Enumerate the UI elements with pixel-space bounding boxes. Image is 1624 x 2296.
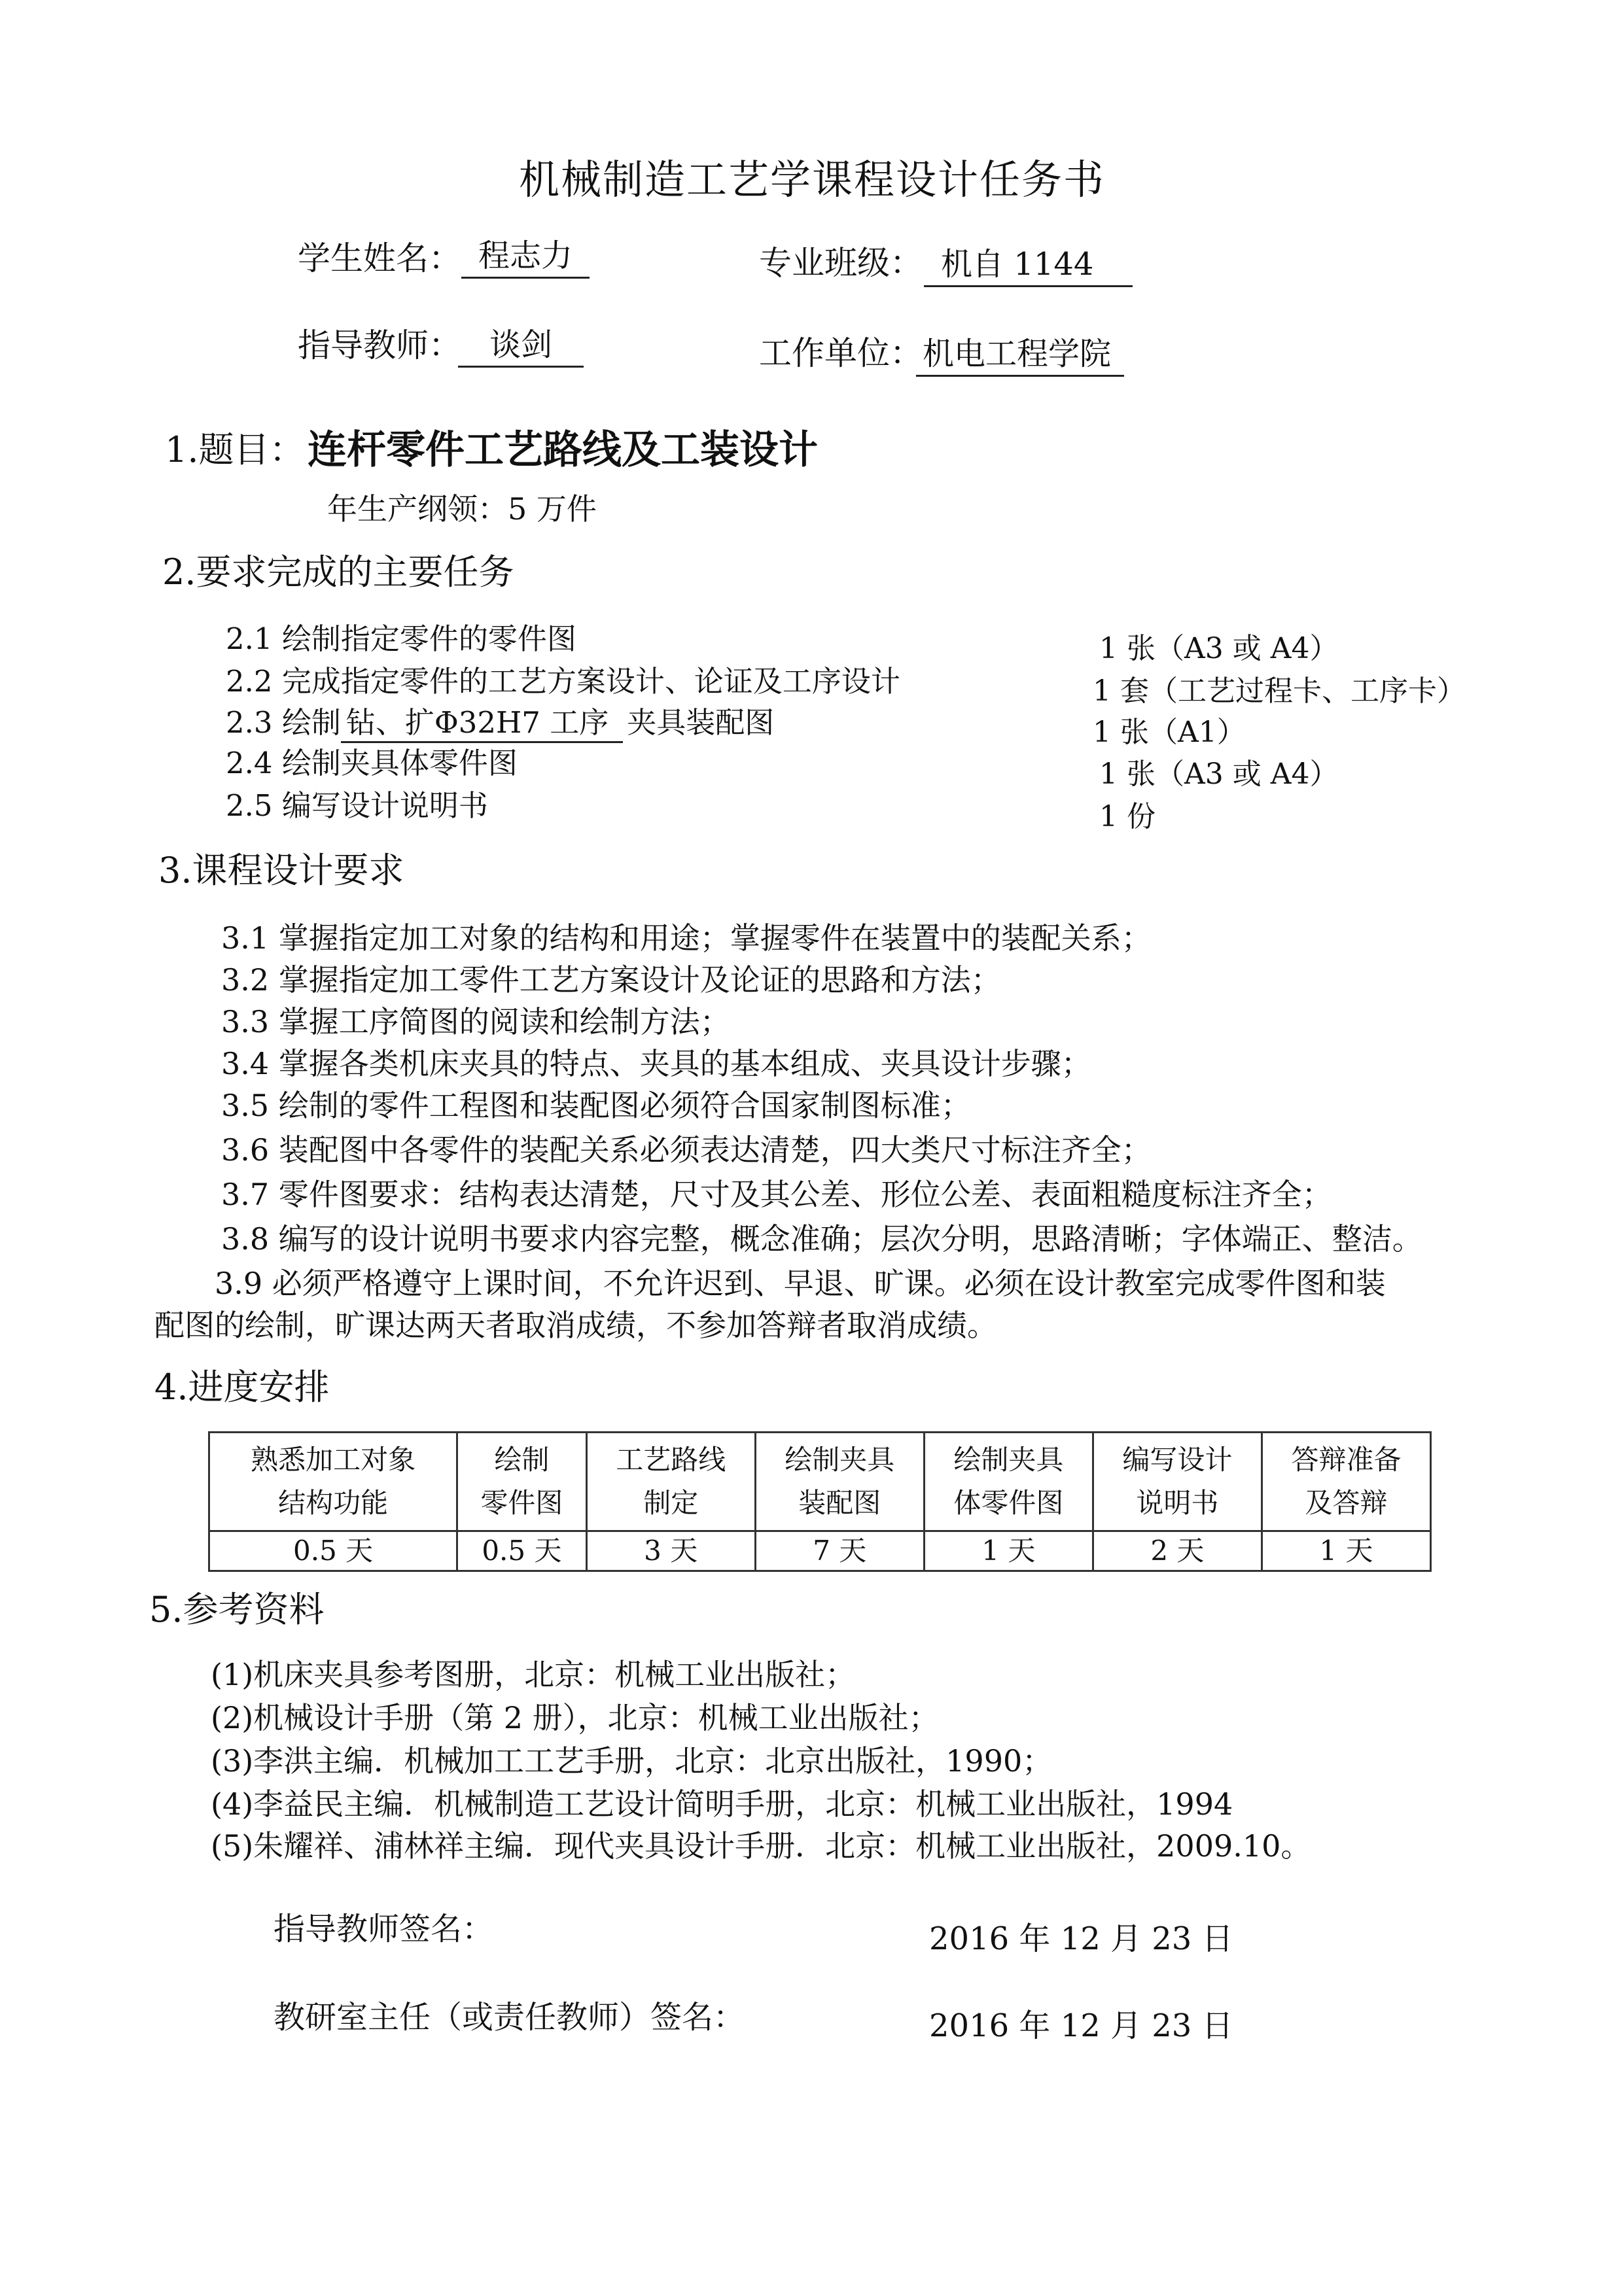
schedule-days-row — [209, 1531, 1431, 1571]
requirement-item: 3.8 编写的设计说明书要求内容完整，概念准确；层次分明，思路清晰；字体端正、整洁。 — [221, 1221, 1422, 1257]
section4-heading: 4.进度安排 — [154, 1366, 330, 1408]
task-qty: 1 套（工艺过程卡、工序卡） — [1093, 674, 1466, 708]
task-prefix: 2.3 绘制 — [226, 705, 341, 740]
student-name-value-wrap — [461, 230, 590, 279]
schedule-table — [208, 1431, 1432, 1572]
reference-item: (2)机械设计手册（第 2 册），北京：机械工业出版社； — [211, 1700, 939, 1735]
schedule-days: 0.5 天 — [209, 1531, 457, 1571]
requirement-item: 3.1 掌握指定加工对象的结构和用途；掌握零件在装置中的装配关系； — [221, 920, 1152, 956]
requirement-item-continued: 配图的绘制，旷课达两天者取消成绩，不参加答辩者取消成绩。 — [154, 1308, 997, 1343]
unit-value: 机电工程学院 — [916, 328, 1124, 377]
requirement-item: 3.4 掌握各类机床夹具的特点、夹具的基本组成、夹具设计步骤； — [221, 1046, 1091, 1081]
project-topic: 连杆零件工艺路线及工装设计 — [308, 427, 818, 473]
reference-item: (5)朱耀祥、浦林祥主编．现代夹具设计手册．北京：机械工业出版社，2009.10。 — [211, 1828, 1311, 1864]
schedule-phase: 工艺路线 制定 — [586, 1433, 755, 1531]
reference-item: (1)机床夹具参考图册，北京：机械工业出版社； — [211, 1657, 856, 1692]
requirement-item: 3.2 掌握指定加工零件工艺方案设计及论证的思路和方法； — [221, 962, 1001, 998]
advisor-signature-date: 2016 年 12 月 23 日 — [929, 1921, 1233, 1957]
task-qty: 1 张（A3 或 A4） — [1099, 757, 1339, 791]
reference-item: (3)李洪主编．机械加工工艺手册，北京：北京出版社，1990； — [211, 1743, 1053, 1779]
schedule-phase: 绘制 零件图 — [457, 1433, 587, 1531]
advisor-value: 谈剑 — [458, 319, 584, 368]
requirement-item: 3.3 掌握工序简图的阅读和绘制方法； — [221, 1004, 730, 1039]
schedule-days: 0.5 天 — [457, 1531, 587, 1571]
task-qty: 1 张（A3 或 A4） — [1099, 632, 1339, 665]
section5-heading: 5.参考资料 — [149, 1589, 325, 1630]
task-qty: 1 张（A1） — [1093, 716, 1246, 749]
unit-value-wrap — [916, 328, 1124, 377]
class-value: 机自 1144 — [924, 239, 1133, 287]
schedule-phase: 熟悉加工对象 结构功能 — [209, 1433, 457, 1531]
director-signature-date: 2016 年 12 月 23 日 — [929, 2008, 1233, 2044]
advisor-label: 指导教师： — [298, 326, 461, 364]
task-suffix: 夹具装配图 — [627, 705, 775, 740]
requirement-item: 3.7 零件图要求：结构表达清楚，尺寸及其公差、形位公差、表面粗糙度标注齐全； — [221, 1177, 1332, 1212]
schedule-phase: 答辩准备 及答辩 — [1262, 1433, 1430, 1531]
schedule-days: 2 天 — [1093, 1531, 1262, 1571]
advisor-signature-label: 指导教师签名： — [274, 1911, 494, 1947]
director-signature-label: 教研室主任（或责任教师）签名： — [274, 1999, 745, 2036]
document-title: 机械制造工艺学课程设计任务书 — [518, 156, 1105, 203]
section3-heading: 3.课程设计要求 — [158, 850, 404, 891]
task-item: 2.1 绘制指定零件的零件图 — [226, 621, 576, 656]
task-item: 2.2 完成指定零件的工艺方案设计、论证及工序设计 — [226, 664, 900, 699]
schedule-days: 7 天 — [755, 1531, 924, 1571]
task-item: 2.5 编写设计说明书 — [226, 788, 488, 823]
student-name-label: 学生姓名： — [298, 239, 461, 277]
schedule-phase: 绘制夹具 体零件图 — [924, 1433, 1093, 1531]
task-qty: 1 份 — [1099, 800, 1156, 833]
schedule-header-row — [209, 1433, 1431, 1531]
schedule-phase: 编写设计 说明书 — [1093, 1433, 1262, 1531]
task-item — [226, 699, 774, 741]
reference-item: (4)李益民主编．机械制造工艺设计简明手册，北京：机械工业出版社，1994 — [211, 1786, 1233, 1822]
requirement-item: 3.6 装配图中各零件的装配关系必须表达清楚，四大类尺寸标注齐全； — [221, 1132, 1152, 1168]
requirement-item: 3.5 绘制的零件工程图和装配图必须符合国家制图标准； — [221, 1088, 971, 1123]
task-fixture-operation: 钻、扩Φ32H7 工序 — [341, 705, 623, 743]
schedule-days: 1 天 — [924, 1531, 1093, 1571]
section1-heading: 1.题目： — [165, 429, 305, 470]
task-item: 2.4 绘制夹具体零件图 — [226, 746, 518, 780]
class-label: 专业班级： — [759, 244, 923, 282]
student-name-value: 程志力 — [461, 230, 590, 279]
unit-label: 工作单位： — [759, 334, 923, 372]
annual-output: 年生产纲领：5 万件 — [327, 491, 597, 527]
schedule-days: 1 天 — [1262, 1531, 1430, 1571]
schedule-phase: 绘制夹具 装配图 — [755, 1433, 924, 1531]
requirement-item: 3.9 必须严格遵守上课时间，不允许迟到、早退、旷课。必须在设计教室完成零件图和装 — [215, 1266, 1386, 1301]
section2-heading: 2.要求完成的主要任务 — [162, 551, 514, 593]
schedule-days: 3 天 — [586, 1531, 755, 1571]
class-value-wrap — [924, 239, 1133, 287]
advisor-value-wrap — [458, 319, 584, 368]
